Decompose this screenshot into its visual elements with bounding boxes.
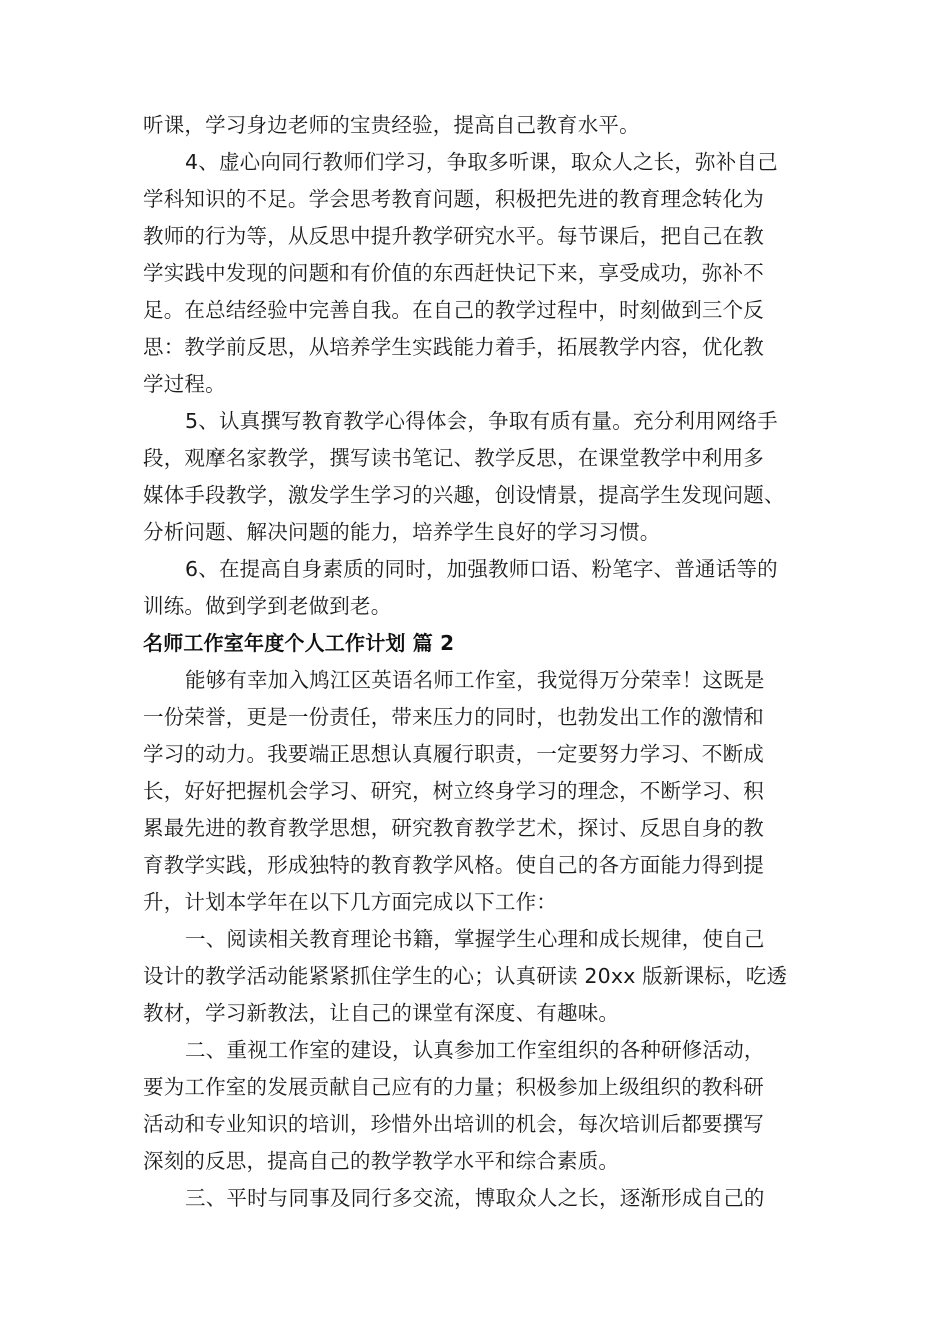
text-line: 育教学实践，形成独特的教育教学风格。使自己的各方面能力得到提 — [143, 853, 764, 877]
paragraph-start: 一、阅读相关教育理论书籍，掌握学生心理和成长规律，使自己 — [185, 927, 765, 951]
text-line: 设计的教学活动能紧紧抓住学生的心；认真研读 20xx 版新课标，吃透 — [143, 964, 788, 988]
text-line: 听课，学习身边老师的宝贵经验，提高自己教育水平。 — [143, 113, 640, 137]
text-line: 学过程。 — [143, 372, 226, 396]
text-line: 媒体手段教学，激发学生学习的兴趣，创设情景，提高学生发现问题、 — [143, 483, 785, 507]
paragraph-start: 能够有幸加入鸠江区英语名师工作室，我觉得万分荣幸！这既是 — [185, 668, 765, 692]
text-line: 学习的动力。我要端正思想认真履行职责，一定要努力学习、不断成 — [143, 742, 764, 766]
text-line: 长，好好把握机会学习、研究，树立终身学习的理念，不断学习、积 — [143, 779, 764, 803]
text-line: 活动和专业知识的培训，珍惜外出培训的机会，每次培训后都要撰写 — [143, 1112, 764, 1136]
text-line: 训练。做到学到老做到老。 — [143, 594, 392, 618]
text-line: 升，计划本学年在以下几方面完成以下工作： — [143, 890, 557, 914]
text-line: 教师的行为等，从反思中提升教学研究水平。每节课后，把自己在教 — [143, 224, 764, 248]
text-line: 思：教学前反思，从培养学生实践能力着手，拓展教学内容，优化教 — [143, 335, 764, 359]
text-line: 累最先进的教育教学思想，研究教育教学艺术，探讨、反思自身的教 — [143, 816, 764, 840]
text-line: 一份荣誉，更是一份责任，带来压力的同时，也勃发出工作的激情和 — [143, 705, 764, 729]
text-line: 学实践中发现的问题和有价值的东西赶快记下来，享受成功，弥补不 — [143, 261, 764, 285]
paragraph-start: 二、重视工作室的建设，认真参加工作室组织的各种研修活动， — [185, 1038, 765, 1062]
text-line: 要为工作室的发展贡献自己应有的力量；积极参加上级组织的教科研 — [143, 1075, 764, 1099]
text-line: 足。在总结经验中完善自我。在自己的教学过程中，时刻做到三个反 — [143, 298, 764, 322]
section-heading: 名师工作室年度个人工作计划 篇 2 — [143, 631, 455, 655]
text-line: 分析问题、解决问题的能力，培养学生良好的学习习惯。 — [143, 520, 661, 544]
document-body — [143, 107, 811, 1217]
paragraph-start: 三、平时与同事及同行多交流，博取众人之长，逐渐形成自己的 — [185, 1186, 765, 1210]
text-line: 学科知识的不足。学会思考教育问题，积极把先进的教育理念转化为 — [143, 187, 764, 211]
paragraph-start: 5、认真撰写教育教学心得体会，争取有质有量。充分利用网络手 — [185, 409, 778, 433]
text-line: 段，观摩名家教学，撰写读书笔记、教学反思，在课堂教学中利用多 — [143, 446, 764, 470]
paragraph-start: 4、虚心向同行教师们学习，争取多听课，取众人之长，弥补自己 — [185, 150, 778, 174]
paragraph-start: 6、在提高自身素质的同时，加强教师口语、粉笔字、普通话等的 — [185, 557, 778, 581]
text-line: 深刻的反思，提高自己的教学教学水平和综合素质。 — [143, 1149, 620, 1173]
text-line: 教材，学习新教法，让自己的课堂有深度、有趣味。 — [143, 1001, 620, 1025]
